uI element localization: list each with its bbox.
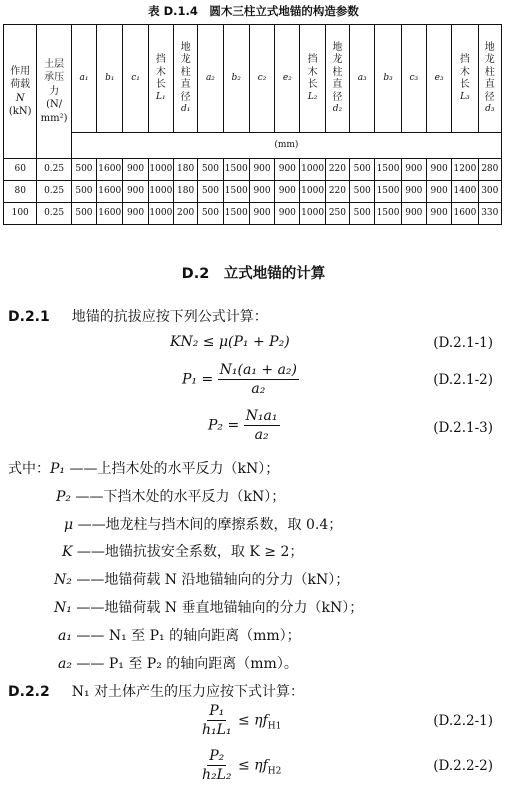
cell: 0.25 bbox=[37, 203, 71, 225]
cell: 1600 bbox=[97, 159, 123, 181]
header-soil-unit1: (N/ bbox=[46, 99, 63, 111]
equation-subscript: H2 bbox=[267, 766, 282, 777]
col-d2-text: 地龙柱直径 bbox=[332, 41, 343, 103]
cell: 180 bbox=[174, 159, 198, 181]
cell: 900 bbox=[249, 181, 274, 203]
cell: 1400 bbox=[452, 181, 478, 203]
where-text: ——地锚荷载 N 沿地锚轴向的分力（kN）； bbox=[76, 572, 350, 588]
equation-rhs: ≤ ηf bbox=[238, 712, 268, 729]
clause-number: D.2.1 bbox=[8, 309, 50, 325]
equation-body: KN₂ ≤ μ(P₁ + P₂) bbox=[170, 334, 290, 350]
col-e2: e₂ bbox=[275, 25, 300, 133]
cell: 900 bbox=[275, 181, 300, 203]
col-l1-symbol: L₁ bbox=[156, 91, 166, 102]
cell: 100 bbox=[4, 203, 37, 225]
table-header-row bbox=[4, 25, 502, 133]
fraction-denominator: h₂L₂ bbox=[202, 767, 232, 783]
cell: 900 bbox=[401, 159, 426, 181]
cell: 300 bbox=[478, 181, 501, 203]
section-title: D.2 立式地锚的计算 bbox=[181, 266, 326, 282]
col-d3 bbox=[478, 25, 501, 133]
col-d1-symbol: d₁ bbox=[180, 104, 191, 115]
cell: 900 bbox=[123, 181, 148, 203]
cell: 900 bbox=[401, 181, 426, 203]
cell: 900 bbox=[275, 159, 300, 181]
where-text: ——下挡木处的水平反力（kN）； bbox=[75, 489, 286, 505]
fraction bbox=[244, 408, 280, 443]
equation-number: (D.2.2-1) bbox=[433, 713, 493, 729]
clause-text: N₁ 对土体产生的压力应按下式计算： bbox=[71, 684, 305, 700]
where-text: ——地锚荷载 N 垂直地锚轴向的分力（kN）； bbox=[76, 600, 364, 616]
cell: 0.25 bbox=[37, 181, 71, 203]
cell: 900 bbox=[123, 203, 148, 225]
fraction bbox=[200, 748, 234, 783]
equation-rhs: ≤ ηf bbox=[238, 757, 268, 774]
col-b1: b₁ bbox=[97, 25, 123, 133]
col-l2 bbox=[300, 25, 325, 133]
clause-d22 bbox=[8, 681, 304, 701]
where-line bbox=[8, 458, 279, 478]
cell: 900 bbox=[426, 181, 451, 203]
equation-subscript: H1 bbox=[267, 721, 282, 732]
col-l3-text: 挡木长 bbox=[459, 54, 470, 91]
equation-lhs: P₂ = bbox=[208, 417, 240, 434]
cell: 220 bbox=[325, 181, 349, 203]
equation-d211 bbox=[170, 334, 290, 350]
col-a1: a₁ bbox=[71, 25, 96, 133]
fraction-numerator: P₂ bbox=[209, 748, 225, 764]
col-c3: c₃ bbox=[401, 25, 426, 133]
where-symbol: a₂ bbox=[58, 656, 72, 672]
equation-number: (D.2.1-1) bbox=[433, 335, 493, 351]
cell: 280 bbox=[478, 159, 501, 181]
where-symbol: μ bbox=[64, 517, 74, 533]
col-c1: c₁ bbox=[123, 25, 148, 133]
col-l3 bbox=[452, 25, 478, 133]
where-line bbox=[58, 653, 298, 673]
clause-text: 地锚的抗拔应按下列公式计算： bbox=[71, 309, 268, 325]
table-unit-row bbox=[4, 133, 502, 159]
table-row bbox=[4, 203, 502, 225]
equation-d221 bbox=[200, 703, 281, 738]
cell: 500 bbox=[71, 159, 96, 181]
cell: 60 bbox=[4, 159, 37, 181]
equation-number: (D.2.1-2) bbox=[433, 372, 493, 388]
clause-d21 bbox=[8, 306, 268, 326]
cell: 1000 bbox=[148, 203, 173, 225]
cell: 330 bbox=[478, 203, 501, 225]
header-load bbox=[4, 25, 37, 159]
cell: 500 bbox=[198, 203, 223, 225]
equation-number: (D.2.1-3) bbox=[433, 420, 493, 436]
where-symbol: N₂ bbox=[54, 572, 72, 588]
where-text: ——地龙柱与挡木间的摩擦系数，取 0.4； bbox=[77, 517, 343, 533]
fraction-numerator: P₁ bbox=[209, 703, 225, 719]
equation-d213 bbox=[208, 408, 280, 443]
fraction-denominator: a₂ bbox=[251, 381, 266, 397]
col-l1-text: 挡木长 bbox=[155, 54, 166, 91]
cell: 900 bbox=[275, 203, 300, 225]
cell: 1000 bbox=[148, 159, 173, 181]
col-b2: b₂ bbox=[223, 25, 249, 133]
table-row bbox=[4, 159, 502, 181]
header-soil-unit2: mm²) bbox=[40, 112, 68, 124]
cell: 1600 bbox=[97, 203, 123, 225]
where-line bbox=[58, 625, 301, 645]
fraction-denominator: a₂ bbox=[254, 427, 269, 443]
cell: 1500 bbox=[375, 181, 401, 203]
cell: 900 bbox=[426, 159, 451, 181]
where-line bbox=[64, 514, 342, 534]
table-caption: 表 D.1.4 圆木三柱立式地锚的构造参数 bbox=[148, 4, 359, 18]
col-b3: b₃ bbox=[375, 25, 401, 133]
col-l3-symbol: L₃ bbox=[460, 91, 470, 102]
col-d3-symbol: d₃ bbox=[485, 104, 495, 115]
header-soil bbox=[37, 25, 71, 159]
where-text: —— P₁ 至 P₂ 的轴向距离（mm）。 bbox=[76, 656, 298, 672]
cell: 180 bbox=[174, 181, 198, 203]
fraction-numerator: N₁(a₁ + a₂) bbox=[219, 362, 298, 378]
col-d3-text: 地龙柱直径 bbox=[484, 41, 495, 103]
col-l1 bbox=[148, 25, 173, 133]
equation-d222 bbox=[200, 748, 281, 783]
fraction bbox=[218, 362, 299, 397]
cell: 220 bbox=[325, 159, 349, 181]
where-symbol: P₂ bbox=[56, 489, 72, 505]
cell: 0.25 bbox=[37, 159, 71, 181]
cell: 900 bbox=[249, 203, 274, 225]
parameter-table bbox=[3, 24, 502, 225]
where-symbol: N₁ bbox=[54, 600, 72, 616]
col-d2-symbol: d₂ bbox=[332, 104, 343, 115]
fraction bbox=[200, 703, 234, 738]
equation-d212 bbox=[182, 362, 299, 397]
col-a3: a₃ bbox=[350, 25, 375, 133]
clause-number: D.2.2 bbox=[8, 684, 50, 700]
cell: 500 bbox=[198, 159, 223, 181]
header-load-text: 作用荷载 bbox=[10, 65, 31, 90]
where-text: ——地锚抗拔安全系数，取 K ≥ 2； bbox=[76, 544, 304, 560]
header-soil-text: 土层承压力 bbox=[44, 58, 65, 97]
cell: 500 bbox=[71, 203, 96, 225]
cell: 200 bbox=[174, 203, 198, 225]
cell: 1500 bbox=[375, 203, 401, 225]
cell: 500 bbox=[198, 181, 223, 203]
where-text: —— N₁ 至 P₁ 的轴向距离（mm）； bbox=[76, 628, 301, 644]
cell: 500 bbox=[350, 159, 375, 181]
cell: 1000 bbox=[300, 181, 325, 203]
cell: 80 bbox=[4, 181, 37, 203]
cell: 1000 bbox=[148, 181, 173, 203]
col-d1-text: 地龙柱直径 bbox=[180, 41, 191, 103]
header-load-unit: (kN) bbox=[8, 106, 32, 117]
unit-mm: (mm) bbox=[71, 133, 501, 159]
equation-number: (D.2.2-2) bbox=[433, 758, 493, 774]
fraction-denominator: h₁L₁ bbox=[202, 722, 232, 738]
cell: 500 bbox=[71, 181, 96, 203]
cell: 1600 bbox=[452, 203, 478, 225]
cell: 900 bbox=[123, 159, 148, 181]
col-d1 bbox=[174, 25, 198, 133]
col-a2: a₂ bbox=[198, 25, 223, 133]
equation-lhs: P₁ = bbox=[182, 371, 214, 388]
col-c2: c₂ bbox=[249, 25, 274, 133]
cell: 1500 bbox=[223, 159, 249, 181]
cell: 500 bbox=[350, 181, 375, 203]
where-line bbox=[54, 569, 349, 589]
cell: 900 bbox=[426, 203, 451, 225]
cell: 1500 bbox=[223, 203, 249, 225]
where-text: ——上挡木处的水平反力（kN）； bbox=[69, 461, 280, 477]
where-symbol: P₁ bbox=[50, 461, 66, 477]
where-symbol: a₁ bbox=[58, 628, 72, 644]
cell: 1200 bbox=[452, 159, 478, 181]
where-line bbox=[56, 486, 285, 506]
cell: 900 bbox=[401, 203, 426, 225]
cell: 900 bbox=[249, 159, 274, 181]
cell: 1500 bbox=[375, 159, 401, 181]
fraction-numerator: N₁a₁ bbox=[245, 408, 278, 424]
cell: 250 bbox=[325, 203, 349, 225]
cell: 1000 bbox=[300, 159, 325, 181]
col-e3: e₃ bbox=[426, 25, 451, 133]
table-row bbox=[4, 181, 502, 203]
where-prefix: 式中： bbox=[8, 461, 50, 477]
col-d2 bbox=[325, 25, 349, 133]
col-l2-text: 挡木长 bbox=[307, 54, 318, 91]
cell: 1000 bbox=[300, 203, 325, 225]
cell: 1600 bbox=[97, 181, 123, 203]
where-line bbox=[62, 541, 303, 561]
col-l2-symbol: L₂ bbox=[307, 91, 318, 102]
cell: 1500 bbox=[223, 181, 249, 203]
where-symbol: K bbox=[62, 544, 73, 560]
cell: 500 bbox=[350, 203, 375, 225]
header-load-symbol: N bbox=[15, 92, 25, 104]
where-line bbox=[54, 597, 363, 617]
